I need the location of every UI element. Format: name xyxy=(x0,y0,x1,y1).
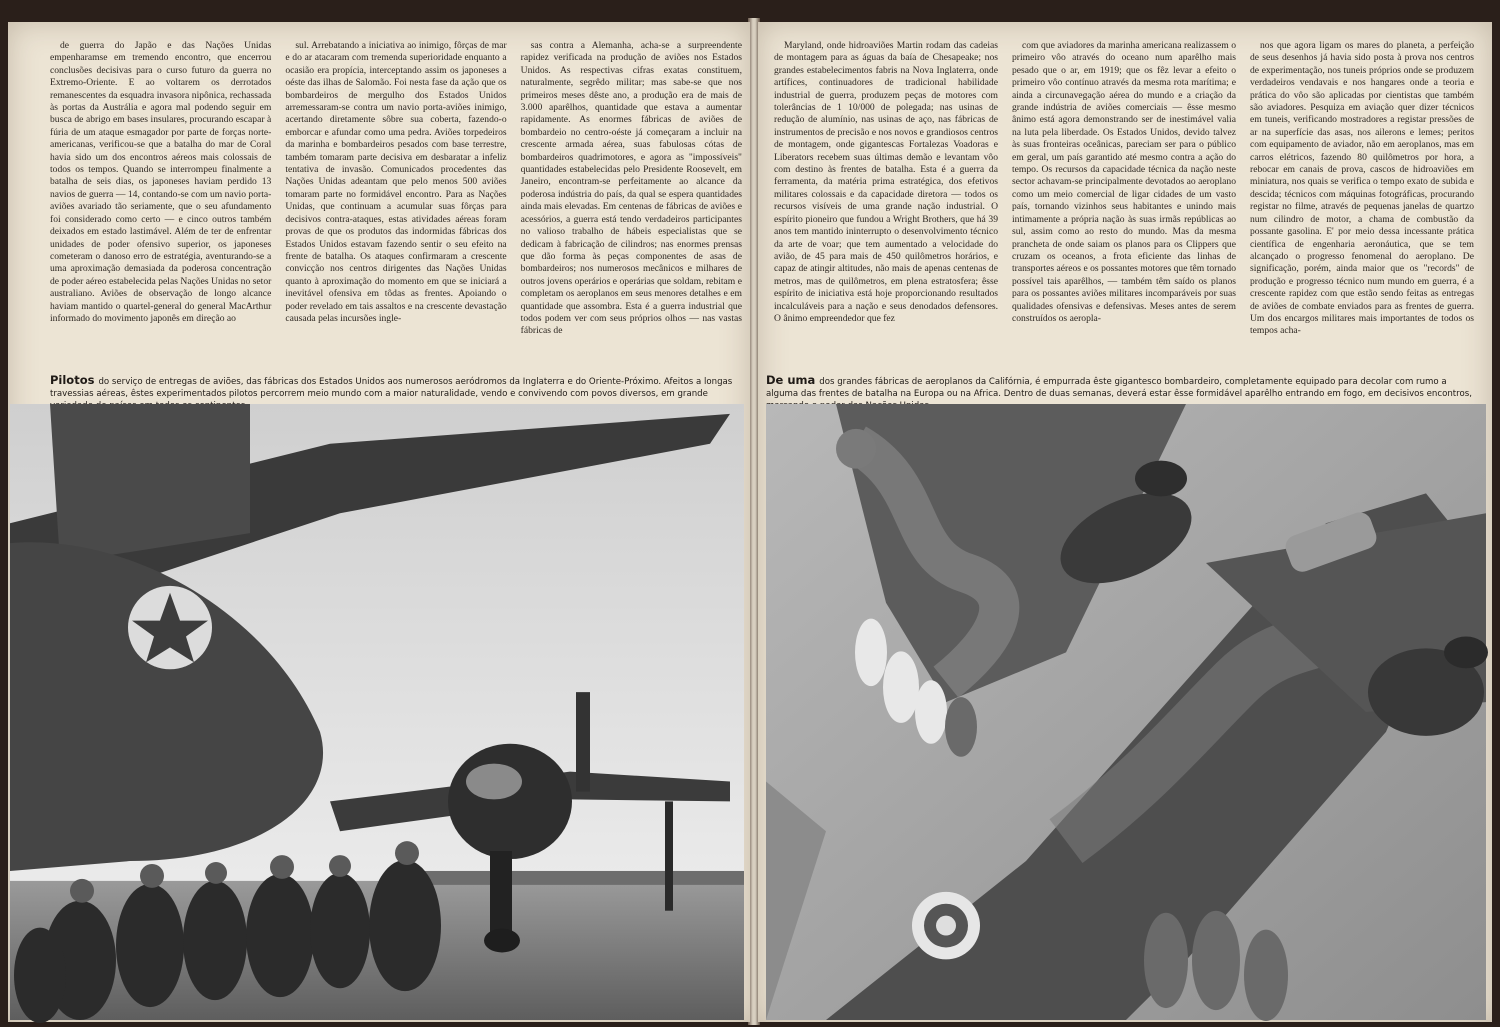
caption-title: De uma xyxy=(766,373,816,387)
column-text: de guerra do Japão e das Nações Unidas empenharamse em tremendo encontro, que encerrou conclusões decisivas para o curso futuro da guerra no Extremo-Oriente. E ao voltarem os derrotados remanescentes da esquadra invasora nipônica, rechassada às portas da Austrália e agora mal podendo seguir em busca de abrigo em bases insulares, procurando escapar à fúria de um ataque esmagador por parte de forças norte-americanas, verificou-se que a batalha do mar de Coral havia sido um dos encontros aéreos mais colossais de todos os tempos. Quando se interrompeu finalmente a batalha de seis dias, os japoneses haviam perdido 13 navios de guerra — 14, contando-se com um navio porta-aviões avariado tão seriamente, que o seu afundamento foi considerado como certo — e cinco outros também deixados em estado lastimável. Além de ter de enfrentar unidades de poder ofensivo superior, os japoneses cometeram o danoso erro de estratégia, aventurando-se a uma aproximação demasiada da poderosa concentração de poder aéreo estabelecida pelas Nações Unidas no setor australiano. Aviões de observação de longo alcance haviam mantido o quartel-general do general MacArthur informado do movimento japonês em direção ao xyxy=(50,40,272,324)
right-page xyxy=(758,22,1492,1022)
column-text: sul. Arrebatando a iniciativa ao inimigo, fôrças de mar e do ar atacaram com tremenda superioridade enquanto a ocasião era propícia, interceptando assim os japoneses a oéste das ilhas de Salomão. Foi nesta fase da ação que os bombardeiros de mergulho dos Estados Unidos arremessaram-se contra um navio porta-aviões inimigo, acertando diretamente sôbre sua coberta, fazendo-o emborcar e afundar como uma pedra. Aviões torpedeiros da marinha e bombardeiros pesados com base terrestre, também tomaram parte decisiva em desbaratar a infeliz tentativa de invasão. Comunicados procedentes das Nações Unidas adeantam que pelo menos 500 aviões tomaram parte no formidável encontro. Para as Nações Unidas, que continuam a acumular suas fôrças para decisivos contra-ataques, estas atividades aéreas foram provas de que os produtos das indormidas fábricas dos Estados Unidos estavam fazendo sentir o seu efeito na frente de batalha. Os ataques confirmaram a crescente convicção nos centros dirigentes das Nações Unidas quanto à aproximação do momento em que se iniciará a inevitável ofensiva em tôdas as frentes. Apoiando o poder revelado em tais assaltos e na crescente devastação causada pelas incursões ingle- xyxy=(285,40,507,324)
article-column-5 xyxy=(1012,40,1236,370)
column-text: sas contra a Alemanha, acha-se a surpreendente rapidez verificada na produção de aviões nos Estados Unidos. As respectivas cifras exatas constituem, naturalmente, segrêdo militar; mas sabe-se que nos primeiros meses dêste ano, a produção era de mais de 3.000 aparêlhos, quantidade que estava a aumentar rapidamente. As enormes fábricas de aviões de bombardeio no centro-oéste já começaram a incluir na crescente armada aérea, suas fabulosas cótas de bombardeiros quadrimotores, e agora as "impossíveis" quantidades estabelecidas pelo Presidente Roosevelt, em Janeiro, encontram-se perfeitamente ao alcance da poderosa indústria do país, da qual se espera quantidades ainda mais elevadas. Em centenas de fábricas de aviões e acessórios, a guerra está tendo verdadeiros participantes no valioso trabalho de hábeis especialistas que se dedicam à fabricação de cilindros; nas enormes prensas que dão forma às peças componentes de asas de bombardeiros; nos numerosos mecânicos e milhares de outros jovens operários e operárias que soldam, rebitam e completam os aeroplanos em seus menores detalhes e em quantidade que assombra. Esta é a guerra industrial que todos podem ver com seus próprios olhos — nas vastas fábricas de xyxy=(520,40,742,337)
right-text-columns xyxy=(774,40,1474,370)
column-text: com que aviadores da marinha americana realizassem o primeiro vôo através do oceano num aparêlho mais pesado que o ar, em 1919; que os fêz levar a efeito o primeiro vôo contínuo através da mesma rota marítima; e ainda a circunavegação aérea do mundo e a criação da grande indústria de aviões comerciais — êsse mesmo ânimo está agora demonstrando ser de inestimável valia na luta pela liberdade. Os Estados Unidos, devido talvez às suas fronteiras oceânicas, pareciam ser para o público em geral, um país garantido até mesmo contra a ação do tempo. Os recursos da capacidade técnica da nação neste sector achavam-se principalmente devotados ao aeroplano como um meio comercial de ligar cidades de um vasto país, tornando vizinhos seus habitantes e unindo mais intimamente a própria nação às suas irmãs repúblicas ao sul, assim como ao resto do mundo. Mas da mesma prancheta de onde saiam os planos para os Clippers que cruzam os oceanos, a frota eficiente das linhas de transportes aéreos e os possantes motores que têm tornado possível tais aparêlhos, — também têm saído os planos para os possantes aviões militares incomparáveis por suas qualidades ofensivas e defensivas. Meses antes de serem construídos os aeropla- xyxy=(1012,40,1236,324)
article-column-3 xyxy=(521,40,742,370)
column-text: Maryland, onde hidroaviões Martin rodam das cadeias de montagem para as águas da baía de Chesapeake; nos grandes estabelecimentos fabris na Nova Inglaterra, onde artífices, continuadores de tradicional habilidade industrial de guerra, produzem peças de motores com tolerâncias de 1 10/000 de polegada; nas usinas de redução de alumínio, nas usinas de aço, nas fábricas de instrumentos de precisão e nos novos e grandiosos centros de montagem, onde gigantescas Fortalezas Voadoras e Liberators recebem suas últimas demão e levantam vôo com destino às frentes de batalha. Esta é a guerra da ferramenta, da matéria prima estratégica, dos efetivos militares colossais e da capacidade diretora — todos os recursos visíveis de uma grande nação industrial. O espírito pioneiro que fundou a Wright Brothers, que há 39 anos tem mantido ininterrupto o desenvolvimento técnico da arte de voar; que tem aumentado a velocidade do avião, de 45 para mais de 450 quilômetros horários, e capaz de atingir altitudes, não mais de apenas centenas de metros, mas de quilômetros, em plena estratosfera; êsse espírito de iniciativa está hoje proporcionando resultados incalculáveis para a nação e seus denodados defensores. O ânimo empreendedor que fez xyxy=(774,40,998,324)
bomber-pushed-photo xyxy=(766,404,1486,1020)
caption-title: Pilotos xyxy=(50,373,95,387)
pilots-caption xyxy=(50,374,742,400)
caption-text: do serviço de entregas de aviões, das fábricas dos Estados Unidos aos numerosos aeródromos da Inglaterra e do Oriente-Próximo. Afeitos a longas travessias aéreas, êstes experimentados pilotos percorrem meio mundo com a maior naturalidade, vendo e convivendo com povos diversos, em grande xyxy=(50,377,733,399)
article-column-2 xyxy=(285,40,506,370)
article-column-1 xyxy=(50,40,271,370)
left-page xyxy=(8,22,750,1022)
bomber-caption xyxy=(766,374,1478,400)
column-text: nos que agora ligam os mares do planeta, a perfeição de seus desenhos já havia sido posta à prova nos centros de experimentação, nos tuneis próprios onde se produzem verdadeiros vendavais e nos hangares onde a teoria e prática do vôo são aplicadas por cientistas que também são aviadores. Pesquiza em aviação quer dizer técnicos em tuneis, verificando mostradores a registar pressões de ar na superfície das asas, nos ailerons e lemes; peritos com equipamento de aviador, não em aeroplanos, mas em carros elétricos, fazendo 80 quilômetros por hora, a rebocar em canais de prova, cascos de hidroaviões em miniatura, nos quais se verifica o tempo exato de subida e descida; técnicos com máquinas fotográficas, procurando registar no filme, através de pequenas janelas de quartzo num cilindro de motor, a chama de combustão da possante gasolina. E' por meio dessa incessante prática científica de engenharia aeronáutica, que se tem alcançado o progresso fenomenal do aeroplano. De significação, porém, ainda maior que os "records" de produção e progresso técnico num mundo em guerra, é a crescente rapidez com que estão sendo feitas as entregas de aviões de combate enviados para as frentes de guerra. Um dos encargos militares mais importantes de todos os tempos acha- xyxy=(1250,40,1474,337)
caption-text: dos grandes fábricas de aeroplanos da Califórnia, é empurrada êste gigantesco bombardeiro, completamente equipado para decolar com rumo a alguma das frentes de batalha na Europa ou na Africa. Dentro de duas semanas, deverá estar êsse formidável aparêlho entrando em fogo, em decisivos encontros, xyxy=(766,377,1472,399)
pilots-running-photo xyxy=(10,404,744,1020)
left-text-columns xyxy=(50,40,742,370)
article-column-6 xyxy=(1250,40,1474,370)
article-column-4 xyxy=(774,40,998,370)
